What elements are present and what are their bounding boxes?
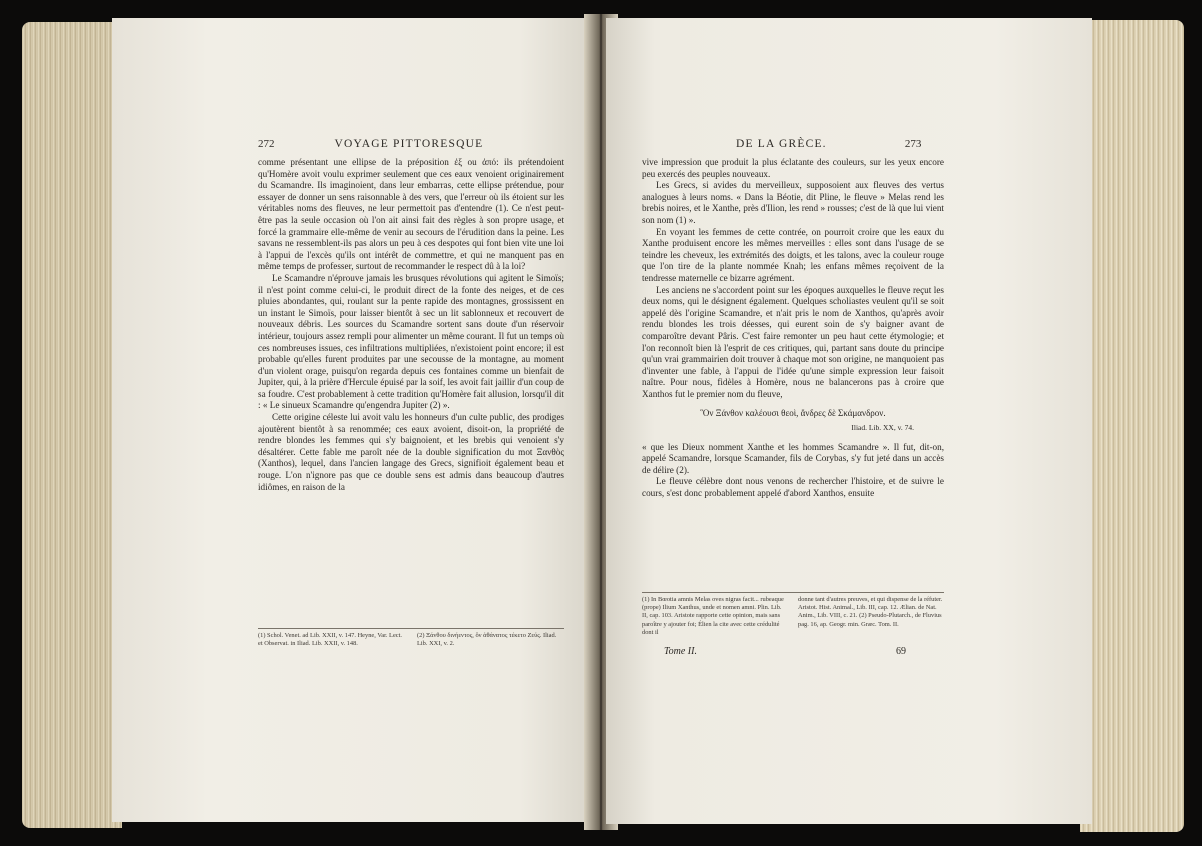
page-edges-right <box>1080 20 1184 832</box>
right-footnote-col-2: donne tant d'autres preuves, et qui dispense de la réfuter. Aristot. Hist. Animal., Lib. III, cap. 12. Ælian. de Nat. Anim., Lib. VIII, c. 21. (2) Pseudo-Plutarch., de Fluvius pag. 16, ap. Geogr. min. Græc. Tom. II. <box>798 596 943 628</box>
greek-quotation: Ὃν Ξάνθον καλέουσι θεοὶ, ἄνδρες δὲ Σκάμανδρον. <box>700 408 886 419</box>
right-page-number: 273 <box>904 138 922 150</box>
left-head-title: VOYAGE PITTORESQUE <box>334 138 484 150</box>
right-paragraph-1: vive impression que produit la plus éclatante des couleurs, sur les yeux encore peu exercés des peuples nouveaux. <box>642 157 944 179</box>
signature-number: 69 <box>896 646 906 657</box>
quotation-reference: Iliad. Lib. XX, v. 74. <box>851 423 914 433</box>
page-edges-left <box>22 22 122 828</box>
left-page <box>112 18 592 822</box>
right-paragraph-4: Les anciens ne s'accordent point sur les époques auxquelles le fleuve reçut les deux noms, qui le désignent également. Quelques scholiastes veulent qu'il se soit appelé dès l'origine Scamandre, et n'ait pris le nom de Xanthos, qu'après avoir rendu blondes les trois déesses, qui eurent soin de s'y baigner avant de comparoître devant Pâris. C'est faire remonter un peu haut cette étymologie; et l'on reconnoît bien là l'esprit de ces critiques, qui, partant sans doute du principe qu'un vrai grammairien doit trouver à chaque mot son origine, ne manquoient pas d'inventer une fable, à l'appui de l'idée qu'une simple expression leur faisoit naître. Pour nous, fidèles à Homère, nous ne balancerons pas à croire que Xanthos fut le premier nom du fleuve, <box>642 284 944 399</box>
left-paragraph-1: comme présentant une ellipse de la préposition ἐξ ou ἀπό: ils prétendoient qu'Homère avoit voulu exprimer seulement que ces eaux venoient originairement du Scamandre. Ils imaginoient, dans leur embarras, cette ellipse prétendue, pour essayer de donner un sens raisonnable à des vers, que l'erreur où ils étoient sur les véritables noms des fleuves, ne leur permettoit pas d'entendre (1). Ce n'est peut-être pas la seule occasion où l'on ait ainsi fait des règles à son propre usage, et forcé la grammaire elle-même de venir au secours de l'érudition dans la peine. Les savans ne ressemblent-ils pas alors un peu à ces despotes qui font bien vite une loi à l'appui de l'excès qu'ils ont intérêt de commettre, et qui ne manquent pas en même temps de professer, surtout de recommander le respect dû à la loi? <box>258 157 564 272</box>
right-footnote-col-1: (1) In Bœotia amnis Melas oves nigras facit... rubeaque (prope) Ilium Xanthus, unde et nomen amni. Plin. Lib. II, cap. 103. Aristote rapporte cette opinion, mais sans paroître y ajouter foi; Élien la cite avec cette crédulité dont il <box>642 596 784 636</box>
volume-signature: Tome II. <box>664 646 697 657</box>
right-head-title: DE LA GRÈCE. <box>736 138 827 150</box>
left-paragraph-2: Le Scamandre n'éprouve jamais les brusques révolutions qui agitent le Simoïs; il n'est point comme celui-ci, le produit direct de la fonte des neiges, et de ces pluies abondantes, qui, roulant sur la pente rapide des montagnes, grossissent en un instant le Simoïs, pour laisser bientôt à sec un lit sablonneux et recouvert de nouveaux débris. Les sources du Scamandre sortent sans doute d'un réservoir intérieur, toujours assez rempli pour alimenter un même courant. Il fut un temps où ces nombreuses issues, ces infiltrations multipliées, n'existoient point encore; il est probable qu'elles furent produites par une secousse de la montagne, au moment d'un violent orage, puisqu'on regarda depuis ces fontaines comme un bienfait de Jupiter, qui, à la prière d'Hercule épuisé par la soif, les avoit fait jaillir d'un coup de sa foudre. C'est probablement à cette tradition qu'Homère fait allusion, lorsqu'il dit : « Le sinueux Scamandre qu'engendra Jupiter (2) ». <box>258 272 564 411</box>
left-paragraph-3: Cette origine céleste lui avoit valu les honneurs d'un culte public, des prodiges ajoutèrent bientôt à sa renommée; ces eaux avoient, disoit-on, la propriété de rendre blondes les femmes qui s'y baignoient, et les brebis qui venoient s'y désaltérer. Cette fable me paroît née de la double signification du mot Ξανθὸς (Xanthos), lequel, dans l'ancien langage des Grecs, signifioit également beau et rouge. L'on n'ignore pas que ce double sens est admis dans beaucoup d'autres idiômes, en raison de la <box>258 412 564 492</box>
right-footnote-rule <box>642 592 944 593</box>
right-body-text <box>642 157 944 500</box>
left-footnote-1: (1) Schol. Venet. ad Lib. XXII, v. 147. Heyne, Var. Lect. et Observat. in Iliad. Lib. XXII, v. 148. <box>258 632 402 648</box>
right-paragraph-3: En voyant les femmes de cette contrée, on pourroit croire que les eaux du Xanthe produisent encore les mêmes merveilles : elles sont dans l'usage de se teindre les cheveux, les extrémités des doigts, et les talons, avec la couleur rouge que l'on tire de la plante nommée Knah; les enfans mêmes reçoivent de la tendresse maternelle ce bizarre agrément. <box>642 226 944 283</box>
left-page-number: 272 <box>258 138 275 150</box>
left-running-head <box>258 138 483 150</box>
right-paragraph-5: « que les Dieux nomment Xanthe et les hommes Scamandre ». Il fut, dit-on, appelé Scamandre, lorsque Scamander, fils de Corybas, s'y fut jeté dans un accès de délire (2). <box>642 441 944 475</box>
left-footnote-rule <box>258 628 564 629</box>
right-running-head <box>736 138 921 150</box>
left-footnote-2: (2) Ξάνθου δινήεντος, ὃν ἀθάνατος τέκετο Ζεύς. Iliad. Lib. XXI, v. 2. <box>417 632 557 648</box>
right-paragraph-6: Le fleuve célèbre dont nous venons de rechercher l'histoire, et de suivre le cours, s'est donc probablement appelé d'abord Xanthos, ensuite <box>642 476 944 499</box>
right-paragraph-2: Les Grecs, si avides du merveilleux, supposoient aux fleuves des vertus analogues à leurs noms. « Dans la Béotie, dit Pline, le fleuve » Melas rend les brebis noires, et le Xanthe, près d'Ilion, les rend » rousses; c'est de là que lui vient son nom (1) ». <box>642 180 944 225</box>
right-page <box>606 18 1092 824</box>
left-body-text <box>258 157 564 493</box>
